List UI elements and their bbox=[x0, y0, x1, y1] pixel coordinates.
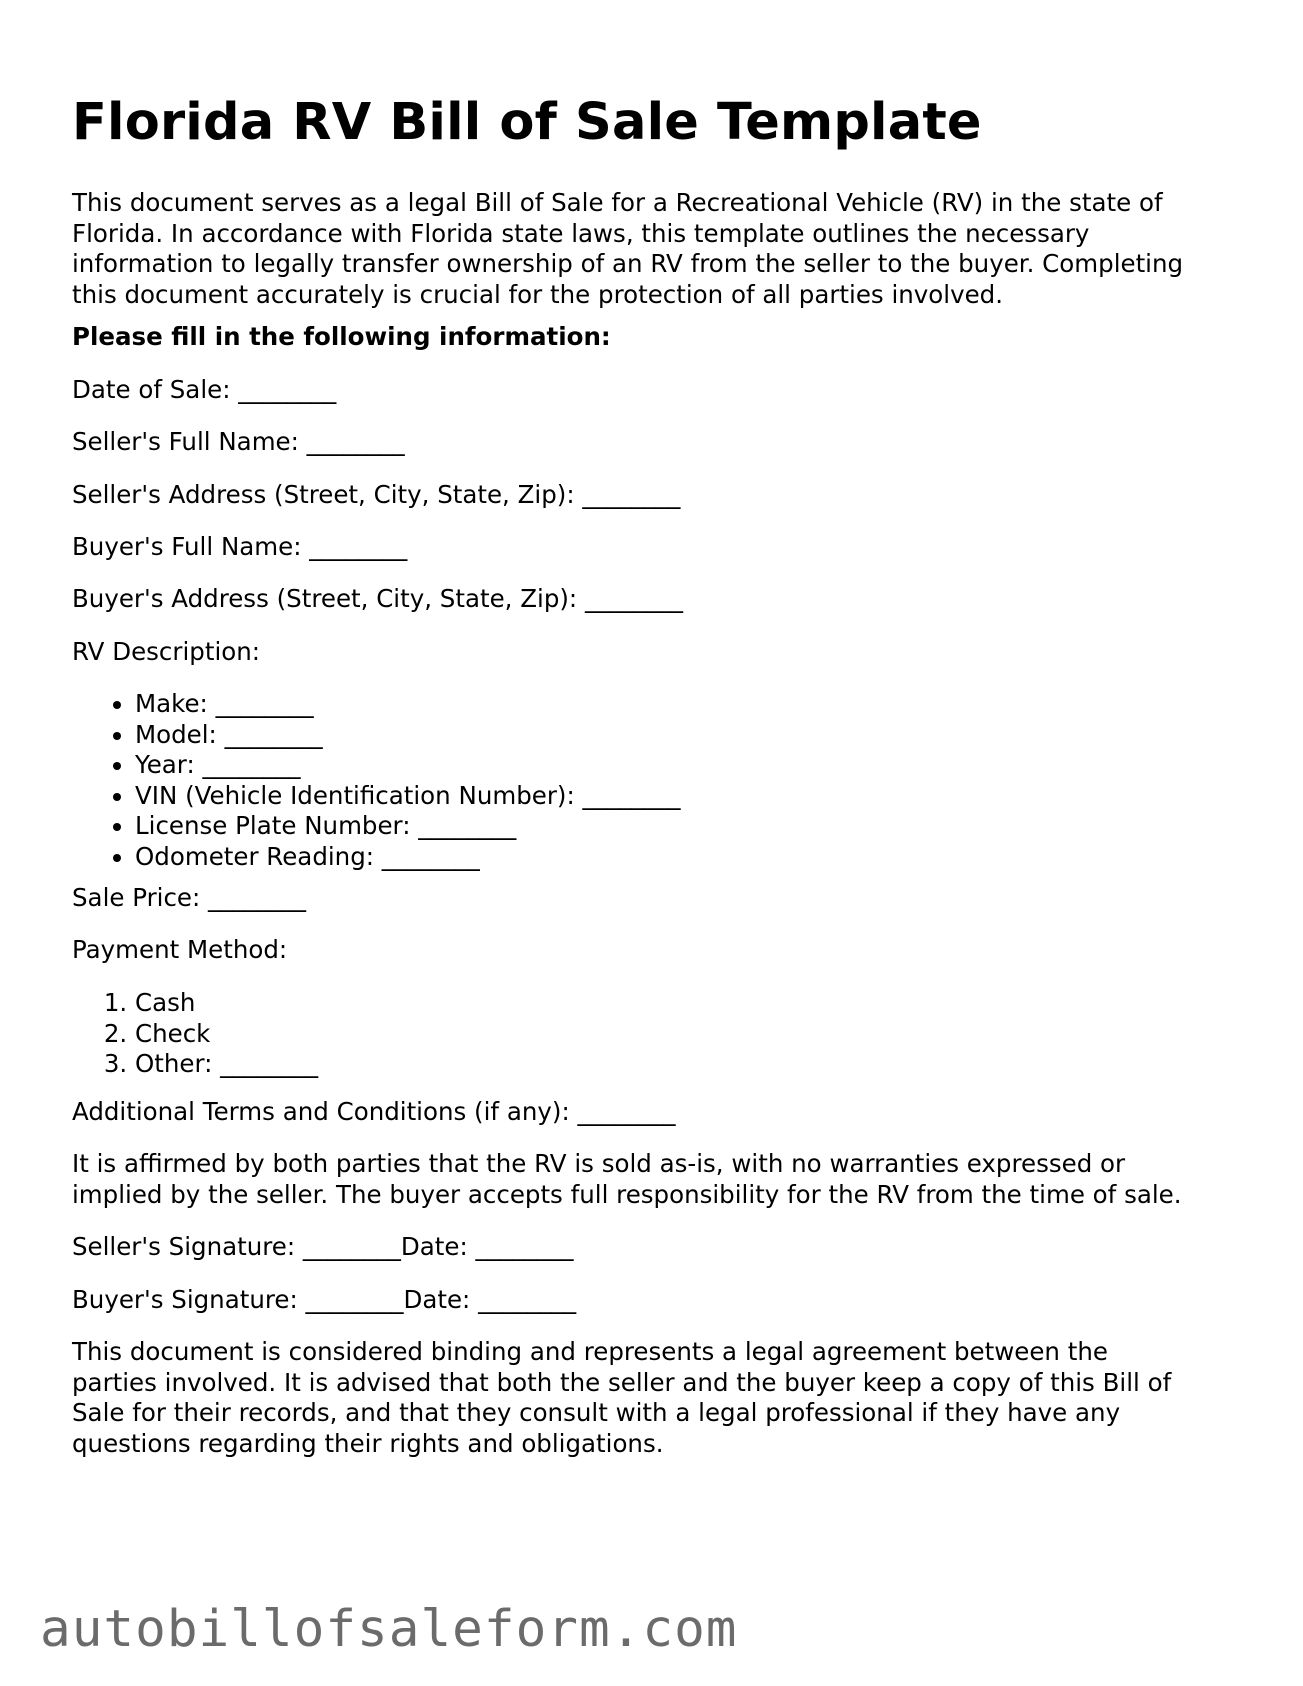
buyer-name-field: Buyer's Full Name: ________ bbox=[72, 532, 408, 561]
closing-paragraph bbox=[72, 1337, 1171, 1459]
buyer-signature-field: Buyer's Signature: ________Date: ________ bbox=[72, 1285, 577, 1314]
site-watermark: autobillofsaleform.com bbox=[40, 1600, 738, 1659]
date-of-sale-field: Date of Sale: ________ bbox=[72, 375, 337, 404]
closing-line: parties involved. It is advised that both the seller and the buyer keep a copy of this Bill of bbox=[72, 1367, 1172, 1397]
intro-line: This document serves as a legal Bill of Sale for a Recreational Vehicle (RV) in the state of bbox=[72, 188, 1163, 217]
rv-make-item: • Make: ________ bbox=[135, 689, 681, 720]
payment-option-other: 3. Other: ________ bbox=[135, 1049, 318, 1080]
payment-option-check: 2. Check bbox=[135, 1019, 318, 1050]
sale-price-field: Sale Price: ________ bbox=[72, 883, 307, 912]
instruction-heading: Please fill in the following information: bbox=[72, 322, 611, 351]
payment-options-list bbox=[72, 988, 318, 1080]
intro-line: this document accurately is crucial for the protection of all parties involved. bbox=[72, 279, 1003, 309]
additional-terms-field: Additional Terms and Conditions (if any): ________ bbox=[72, 1097, 676, 1126]
rv-odometer-item: • Odometer Reading: ________ bbox=[135, 842, 681, 873]
closing-line: Sale for their records, and that they consult with a legal professional if they have any bbox=[72, 1398, 1121, 1427]
intro-line: information to legally transfer ownership of an RV from the seller to the buyer. Completing bbox=[72, 249, 1184, 278]
affirmation-paragraph bbox=[72, 1149, 1182, 1210]
rv-model-item: • Model: ________ bbox=[135, 720, 681, 751]
rv-license-plate-item: • License Plate Number: ________ bbox=[135, 811, 681, 842]
rv-description-list bbox=[72, 689, 681, 872]
intro-line: Florida. In accordance with Florida state laws, this template outlines the necessary bbox=[72, 218, 1090, 248]
affirmation-line: It is affirmed by both parties that the RV is sold as-is, with no warranties expressed or bbox=[72, 1149, 1126, 1178]
closing-line: This document is considered binding and represents a legal agreement between the bbox=[72, 1337, 1108, 1366]
closing-line: questions regarding their rights and obligations. bbox=[72, 1428, 664, 1458]
seller-name-field: Seller's Full Name: ________ bbox=[72, 427, 405, 456]
seller-address-field: Seller's Address (Street, City, State, Zip): ________ bbox=[72, 480, 681, 509]
affirmation-line: implied by the seller. The buyer accepts full responsibility for the RV from the time of sale. bbox=[72, 1179, 1182, 1209]
rv-description-label: RV Description: bbox=[72, 637, 261, 666]
page-title: Florida RV Bill of Sale Template bbox=[72, 93, 982, 152]
buyer-address-field: Buyer's Address (Street, City, State, Zip): ________ bbox=[72, 584, 683, 613]
seller-signature-field: Seller's Signature: ________Date: ________ bbox=[72, 1232, 574, 1261]
rv-year-item: • Year: ________ bbox=[135, 750, 681, 781]
payment-option-cash: 1. Cash bbox=[135, 988, 318, 1019]
rv-vin-item: • VIN (Vehicle Identification Number): ________ bbox=[135, 781, 681, 812]
intro-paragraph bbox=[72, 188, 1183, 310]
payment-method-label: Payment Method: bbox=[72, 935, 288, 964]
